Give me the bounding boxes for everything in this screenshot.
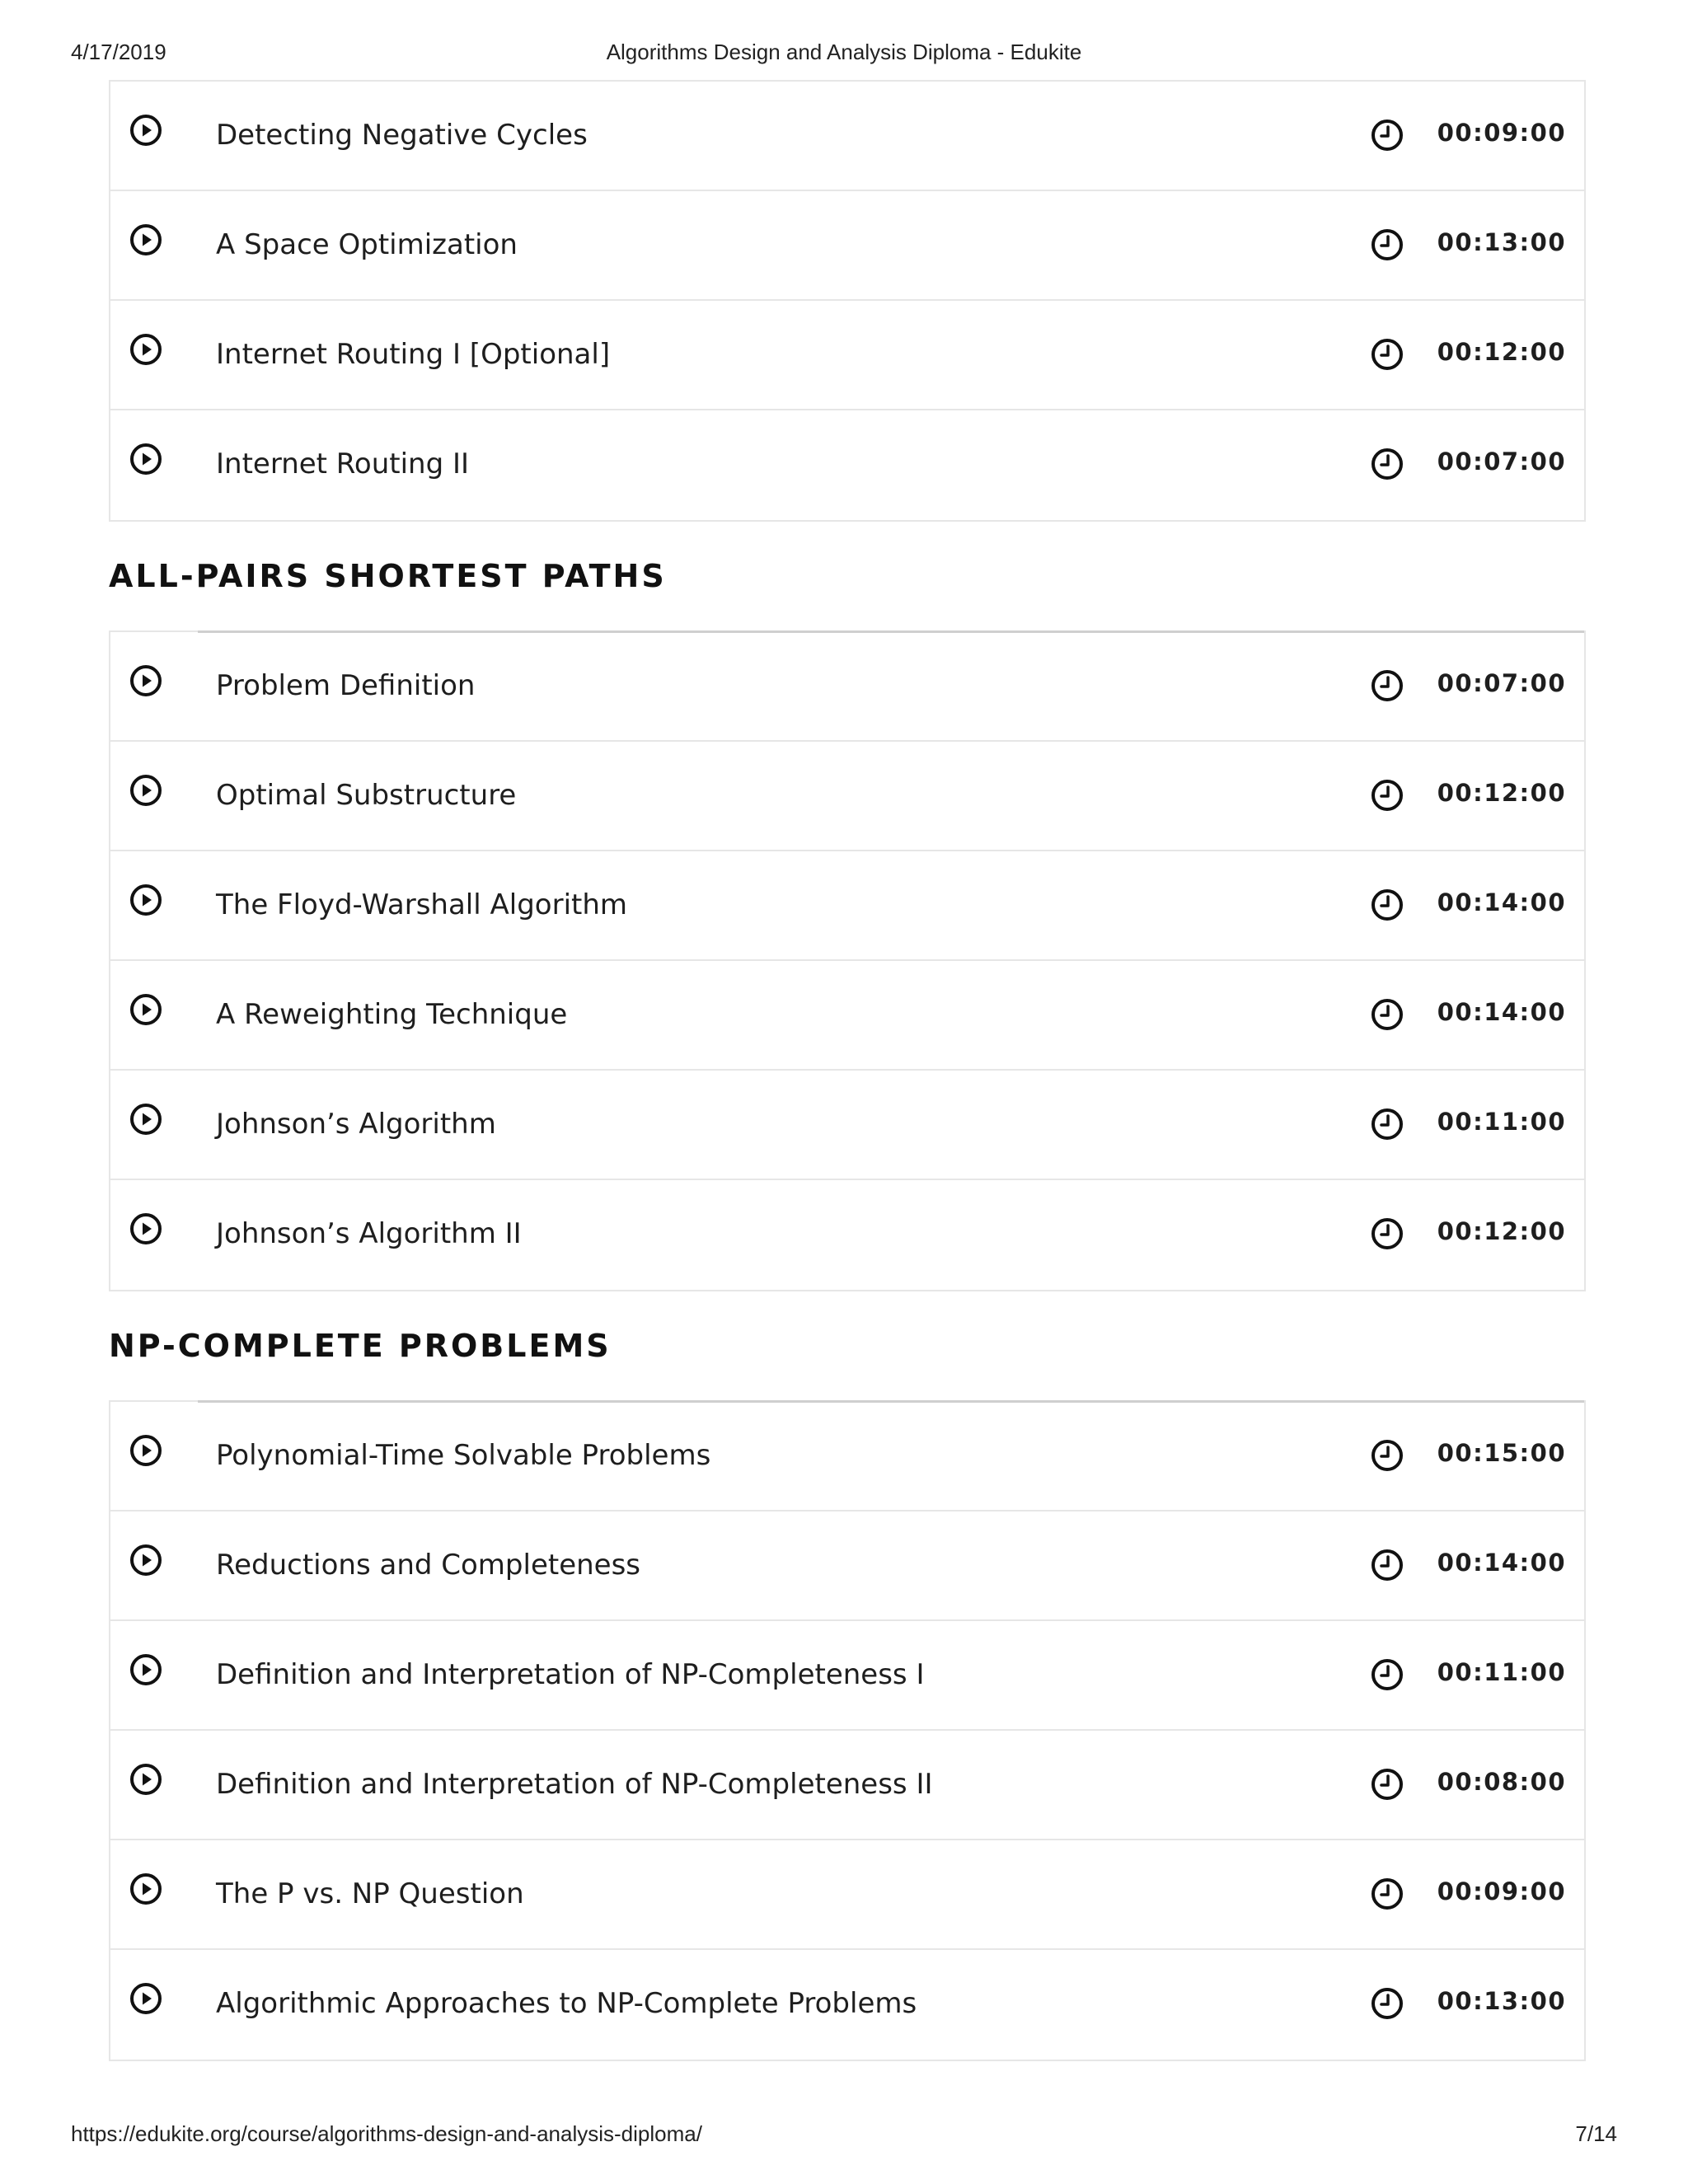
lesson-row[interactable] bbox=[110, 961, 1584, 1071]
lesson-row[interactable] bbox=[110, 191, 1584, 301]
clock-icon bbox=[1370, 997, 1404, 1032]
lesson-title[interactable]: Algorithmic Approaches to NP-Complete Problems bbox=[216, 1987, 917, 2020]
clock-icon bbox=[1370, 668, 1404, 703]
play-circle-icon[interactable] bbox=[129, 1981, 163, 2016]
clock-icon bbox=[1370, 1657, 1404, 1692]
lesson-row[interactable] bbox=[110, 410, 1584, 520]
print-document-title: Algorithms Design and Analysis Diploma - Edukite bbox=[606, 40, 1082, 64]
clock-icon bbox=[1370, 1107, 1404, 1141]
lesson-duration: 00:07:00 bbox=[1437, 669, 1566, 697]
lesson-title[interactable]: Internet Routing I [Optional] bbox=[216, 338, 611, 371]
lesson-duration: 00:09:00 bbox=[1437, 119, 1566, 147]
print-date: 4/17/2019 bbox=[71, 40, 166, 64]
lesson-title[interactable]: Reductions and Completeness bbox=[216, 1549, 641, 1582]
lesson-duration: 00:09:00 bbox=[1437, 1877, 1566, 1905]
lesson-duration: 00:14:00 bbox=[1437, 998, 1566, 1026]
lesson-row[interactable] bbox=[110, 82, 1584, 191]
lesson-title[interactable]: Polynomial-Time Solvable Problems bbox=[216, 1439, 711, 1472]
lesson-title[interactable]: A Space Optimization bbox=[216, 228, 518, 261]
lesson-title[interactable]: The P vs. NP Question bbox=[216, 1877, 524, 1910]
lesson-duration: 00:11:00 bbox=[1437, 1108, 1566, 1136]
clock-icon bbox=[1370, 778, 1404, 813]
lesson-duration: 00:15:00 bbox=[1437, 1439, 1566, 1467]
clock-icon bbox=[1370, 1548, 1404, 1582]
clock-icon bbox=[1370, 118, 1404, 152]
lesson-row[interactable] bbox=[110, 1180, 1584, 1290]
lesson-duration: 00:12:00 bbox=[1437, 1217, 1566, 1245]
lesson-duration: 00:08:00 bbox=[1437, 1768, 1566, 1796]
lesson-title[interactable]: Definition and Interpretation of NP-Completeness I bbox=[216, 1658, 925, 1691]
play-circle-icon[interactable] bbox=[129, 1433, 163, 1468]
lesson-duration: 00:14:00 bbox=[1437, 888, 1566, 916]
play-circle-icon[interactable] bbox=[129, 1872, 163, 1906]
clock-icon bbox=[1370, 1438, 1404, 1473]
lesson-row[interactable] bbox=[110, 1621, 1584, 1731]
lesson-row[interactable] bbox=[110, 1731, 1584, 1840]
lesson-duration: 00:14:00 bbox=[1437, 1549, 1566, 1577]
play-circle-icon[interactable] bbox=[129, 883, 163, 917]
lesson-row[interactable] bbox=[110, 1071, 1584, 1180]
lesson-duration: 00:12:00 bbox=[1437, 338, 1566, 366]
play-circle-icon[interactable] bbox=[129, 113, 163, 148]
lesson-duration: 00:13:00 bbox=[1437, 1987, 1566, 2015]
section-title: NP-COMPLETE PROBLEMS bbox=[109, 1328, 612, 1364]
lesson-list bbox=[109, 630, 1586, 1291]
print-url[interactable]: https://edukite.org/course/algorithms-design-and-analysis-diploma/ bbox=[71, 2121, 702, 2146]
play-circle-icon[interactable] bbox=[129, 332, 163, 367]
lesson-duration: 00:07:00 bbox=[1437, 448, 1566, 476]
lesson-row[interactable] bbox=[110, 301, 1584, 410]
print-header bbox=[71, 40, 1617, 68]
lesson-duration: 00:12:00 bbox=[1437, 779, 1566, 807]
play-circle-icon[interactable] bbox=[129, 992, 163, 1027]
play-circle-icon[interactable] bbox=[129, 773, 163, 808]
lesson-list bbox=[109, 80, 1586, 522]
play-circle-icon[interactable] bbox=[129, 1652, 163, 1687]
play-circle-icon[interactable] bbox=[129, 1102, 163, 1137]
print-footer bbox=[71, 2121, 1617, 2149]
lesson-title[interactable]: Johnson’s Algorithm II bbox=[216, 1217, 522, 1250]
section-title: ALL-PAIRS SHORTEST PATHS bbox=[109, 558, 667, 594]
lesson-title[interactable]: A Reweighting Technique bbox=[216, 998, 568, 1031]
clock-icon bbox=[1370, 447, 1404, 481]
lesson-row[interactable] bbox=[110, 851, 1584, 961]
lesson-list bbox=[109, 1400, 1586, 2061]
lesson-duration: 00:11:00 bbox=[1437, 1658, 1566, 1686]
clock-icon bbox=[1370, 1216, 1404, 1251]
clock-icon bbox=[1370, 337, 1404, 372]
play-circle-icon[interactable] bbox=[129, 1212, 163, 1246]
curriculum bbox=[109, 80, 1586, 2061]
clock-icon bbox=[1370, 227, 1404, 262]
lesson-title[interactable]: Optimal Substructure bbox=[216, 779, 517, 812]
play-circle-icon[interactable] bbox=[129, 663, 163, 698]
page-number: 7/14 bbox=[1575, 2121, 1617, 2146]
lesson-row[interactable] bbox=[110, 1950, 1584, 2060]
lesson-title[interactable]: Johnson’s Algorithm bbox=[216, 1108, 496, 1141]
lesson-row[interactable] bbox=[110, 742, 1584, 851]
lesson-title[interactable]: The Floyd-Warshall Algorithm bbox=[216, 888, 628, 921]
play-circle-icon[interactable] bbox=[129, 1762, 163, 1797]
clock-icon bbox=[1370, 1986, 1404, 2021]
play-circle-icon[interactable] bbox=[129, 223, 163, 257]
lesson-row[interactable] bbox=[110, 1402, 1584, 1511]
clock-icon bbox=[1370, 888, 1404, 922]
clock-icon bbox=[1370, 1877, 1404, 1911]
lesson-duration: 00:13:00 bbox=[1437, 228, 1566, 256]
play-circle-icon[interactable] bbox=[129, 442, 163, 476]
lesson-row[interactable] bbox=[110, 1840, 1584, 1950]
lesson-title[interactable]: Internet Routing II bbox=[216, 448, 470, 480]
play-circle-icon[interactable] bbox=[129, 1543, 163, 1577]
lesson-row[interactable] bbox=[110, 632, 1584, 742]
lesson-title[interactable]: Problem Definition bbox=[216, 669, 476, 702]
clock-icon bbox=[1370, 1767, 1404, 1802]
lesson-row[interactable] bbox=[110, 1511, 1584, 1621]
lesson-title[interactable]: Detecting Negative Cycles bbox=[216, 119, 588, 152]
lesson-title[interactable]: Definition and Interpretation of NP-Completeness II bbox=[216, 1768, 933, 1801]
